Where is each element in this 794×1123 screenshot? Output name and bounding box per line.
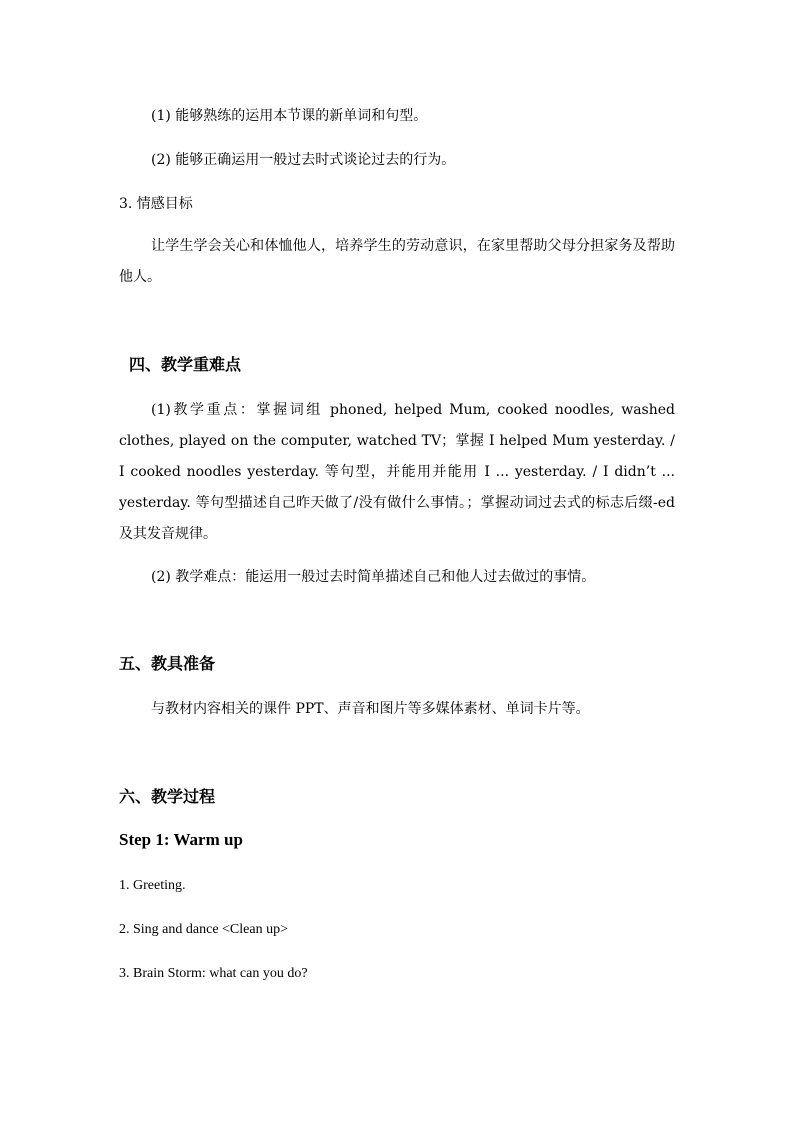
teaching-key-points: (1)教学重点：掌握词组 phoned, helped Mum, cooked noodles, washed clothes, played on the computer, watched TV；掌握 I helped Mum yesterday. / I cooked noodles yesterday. 等句型，并能用并能用 I ... yesterday. / I didn’t ... yesterday. 等句型描述自己昨天做了/没有做什么事情。；掌握动词过去式的标志后缀-ed 及其发音规律。	[119, 402, 675, 542]
emotion-objective-heading: 3. 情感目标	[119, 196, 193, 212]
emotion-objective-text: 让学生学会关心和体恤他人，培养学生的劳动意识，在家里帮助父母分担家务及帮助他人。	[119, 238, 675, 285]
skill-objective-2: (2) 能够正确运用一般过去时式谈论过去的行为。	[151, 152, 456, 168]
step-1-item-3: 3. Brain Storm: what can you do?	[119, 966, 308, 981]
step-1-item-1: 1. Greeting.	[119, 878, 186, 893]
section-4-heading: 四、教学重难点	[129, 355, 242, 374]
teaching-aids-text: 与教材内容相关的课件 PPT、声音和图片等多媒体素材、单词卡片等。	[151, 701, 590, 717]
step-1-heading: Step 1: Warm up	[119, 830, 243, 849]
section-5-heading: 五、教具准备	[119, 654, 216, 673]
step-1-item-2: 2. Sing and dance <Clean up>	[119, 922, 288, 937]
teaching-difficult-points: (2) 教学难点：能运用一般过去时简单描述自己和他人过去做过的事情。	[151, 569, 596, 585]
section-6-heading: 六、教学过程	[119, 787, 216, 806]
skill-objective-1: (1) 能够熟练的运用本节课的新单词和句型。	[151, 108, 428, 124]
